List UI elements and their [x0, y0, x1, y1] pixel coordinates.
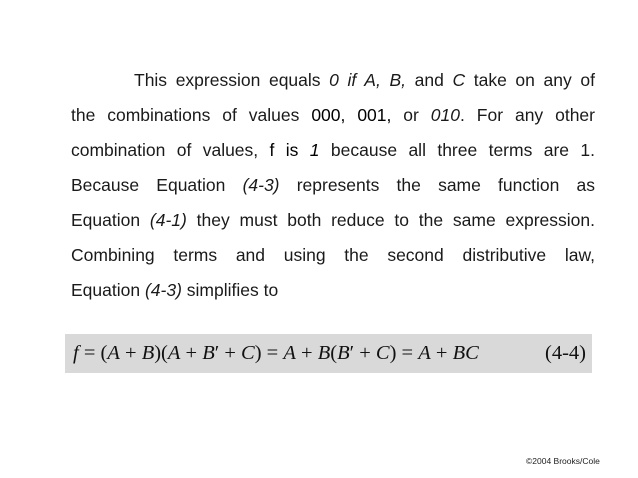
- italic-run: 0 if A, B,: [329, 70, 406, 90]
- text-run: they must both reduce to the same expression.: [186, 210, 596, 230]
- italic-run: (4-1): [149, 210, 187, 230]
- eq-variable: f: [73, 342, 79, 364]
- text-line-5: [71, 203, 595, 238]
- italic-run: 1: [309, 140, 320, 160]
- italic-run: 010: [430, 105, 460, 125]
- eq-symbol: (: [330, 342, 338, 364]
- eq-variable: C: [375, 342, 390, 364]
- eq-symbol: +: [295, 342, 318, 364]
- eq-symbol: ′ +: [349, 342, 376, 364]
- text-run: Because Equation: [71, 175, 243, 195]
- text-run: Combining terms and using the second distributive law,: [71, 245, 595, 265]
- text-run: simplifies to: [181, 280, 279, 300]
- text-line-7: [71, 273, 595, 308]
- eq-symbol: ) =: [389, 342, 419, 364]
- eq-variable: A: [283, 342, 296, 364]
- eq-symbol: +: [119, 342, 142, 364]
- text-line-3: [71, 133, 595, 168]
- text-line-1: [71, 63, 595, 98]
- text-run: because all three terms are 1.: [319, 140, 595, 160]
- eq-variable: A: [167, 342, 181, 364]
- text-line-6: [71, 238, 595, 273]
- text-run: Equation: [71, 210, 150, 230]
- equation-box: [65, 334, 592, 373]
- text-run: represents the same function as: [279, 175, 595, 195]
- bold-run: f: [269, 140, 275, 160]
- bold-run: is: [274, 140, 310, 160]
- text-run: This expression equals: [134, 70, 330, 90]
- eq-symbol: ) =: [254, 342, 284, 364]
- text-run: . For any other: [460, 105, 595, 125]
- text-run: or: [391, 105, 431, 125]
- text-line-2: [71, 98, 595, 133]
- text-run: the combinations of values: [71, 105, 312, 125]
- eq-variable: B: [337, 342, 350, 364]
- copyright-notice: ©2004 Brooks/Cole: [526, 456, 600, 466]
- text-line-4: [71, 168, 595, 203]
- equation-number: (4-4): [545, 342, 586, 364]
- text-run: and: [405, 70, 453, 90]
- bold-run: 000, 001,: [311, 105, 392, 125]
- eq-symbol: +: [430, 342, 453, 364]
- eq-symbol: +: [180, 342, 203, 364]
- italic-run: (4-3): [144, 280, 182, 300]
- eq-variable: B: [202, 342, 215, 364]
- eq-variable: B: [141, 342, 155, 364]
- italic-run: C: [452, 70, 466, 90]
- eq-symbol: = (: [78, 342, 108, 364]
- eq-symbol: ′ +: [214, 342, 242, 364]
- eq-variable: A: [418, 342, 431, 364]
- text-run: Equation: [71, 280, 145, 300]
- text-run: take on any of: [465, 70, 595, 90]
- text-run: combination of values,: [71, 140, 270, 160]
- eq-variable: B: [317, 342, 331, 364]
- body-paragraph: [71, 63, 595, 308]
- eq-variable: C: [241, 342, 255, 364]
- eq-variable: A: [107, 342, 120, 364]
- italic-run: (4-3): [242, 175, 280, 195]
- eq-symbol: )(: [154, 342, 168, 364]
- equation-expression: [73, 342, 479, 365]
- eq-variable: BC: [452, 342, 479, 364]
